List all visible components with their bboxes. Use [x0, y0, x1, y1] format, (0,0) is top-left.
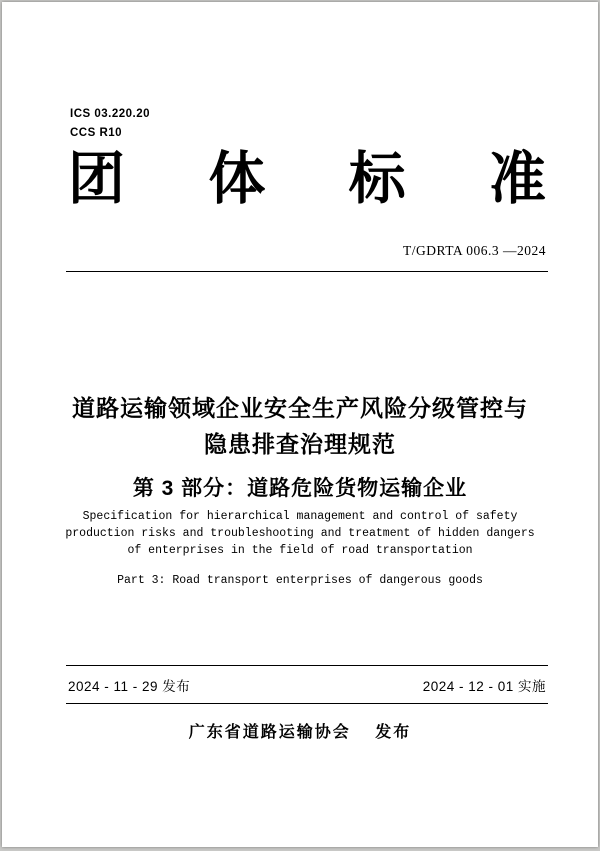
title-block [2, 390, 598, 502]
dates-row [68, 675, 546, 695]
doc-type-char-3: 标 [348, 148, 406, 211]
english-title-block [2, 508, 598, 589]
issue-date: 2024 - 11 - 29 发布 [68, 679, 191, 694]
english-title-line-3: of enterprises in the field of road transportation [127, 544, 473, 557]
standard-cover-page [2, 2, 598, 847]
footer-divider-top [66, 665, 548, 666]
ics-code: ICS 03.220.20 [70, 108, 151, 120]
standard-number: T/GDRTA 006.3 —2024 [403, 243, 546, 258]
doc-type-char-2: 体 [208, 148, 266, 211]
ccs-code: CCS R10 [70, 127, 123, 139]
title-line-2: 隐患排查治理规范 [204, 431, 396, 457]
title-line-1: 道路运输领域企业安全生产风险分级管控与 [72, 395, 528, 421]
title-part: 第 3 部分：道路危险货物运输企业 [132, 477, 468, 500]
footer-divider-bottom [66, 703, 548, 704]
english-title-line-1: Specification for hierarchical management and control of safety [82, 510, 518, 523]
doc-type-char-1: 团 [68, 148, 125, 211]
document-type-title [68, 149, 546, 212]
english-title-line-2: production risks and troubleshooting and treatment of hidden dangers [65, 527, 535, 540]
classification-codes [70, 105, 150, 143]
doc-type-char-4: 准 [488, 148, 546, 211]
implement-date: 2024 - 12 - 01 实施 [422, 679, 546, 694]
header-divider [66, 271, 548, 272]
publisher: 广东省道路运输协会 发布 [188, 724, 412, 741]
english-part-title: Part 3: Road transport enterprises of dangerous goods [117, 574, 483, 587]
